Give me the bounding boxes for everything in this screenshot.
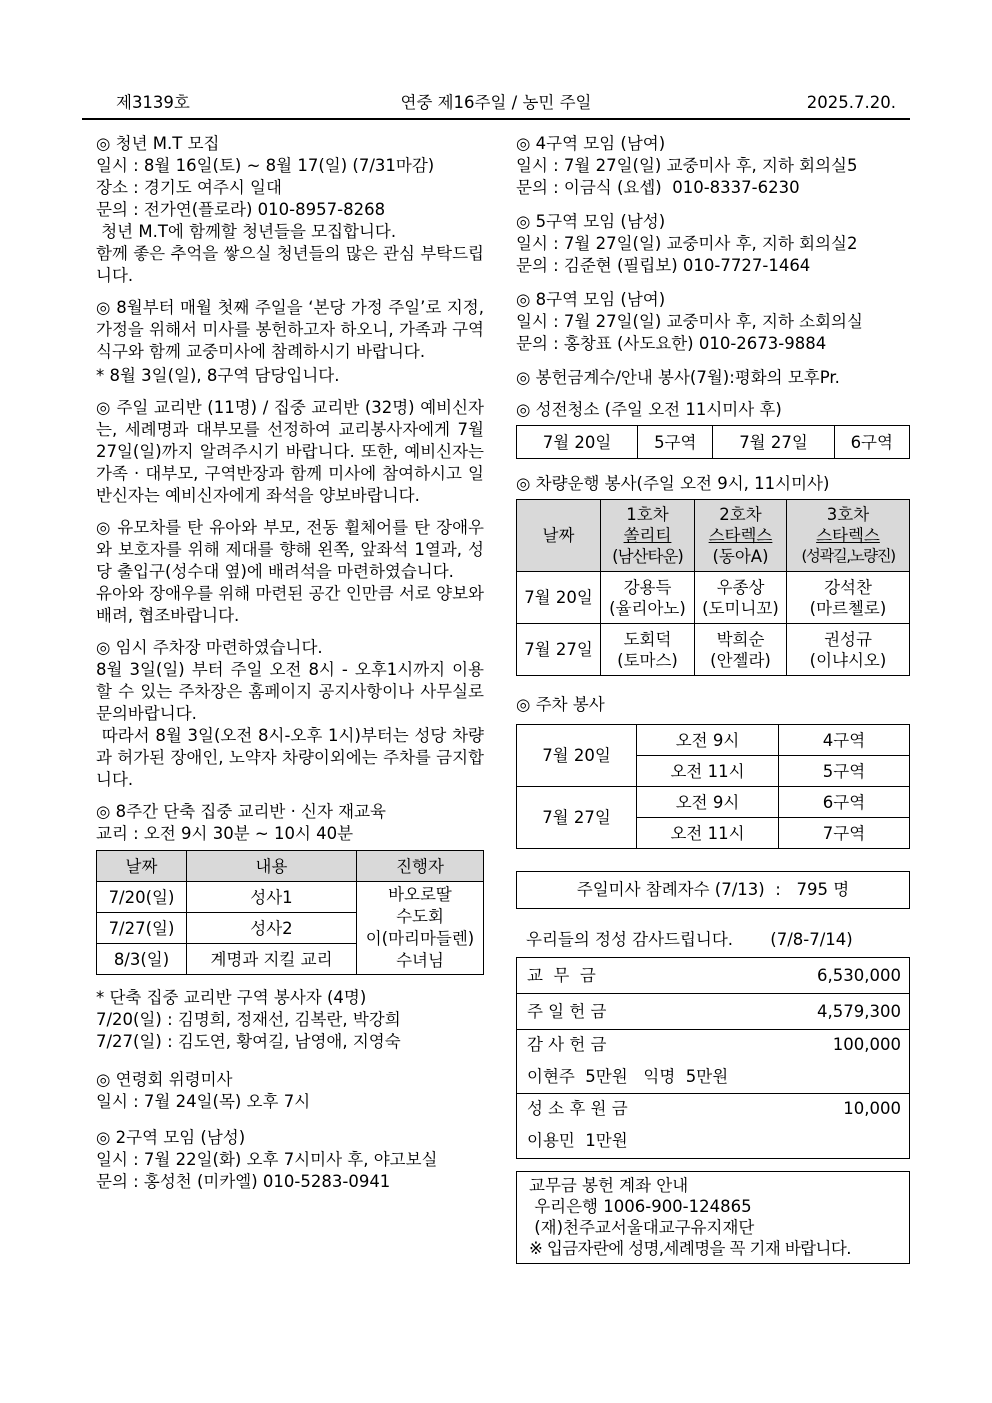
notice-line: 일시 : 7월 22일(화) 오후 7시미사 후, 야고보실: [96, 1150, 438, 1169]
driver-name: 강석찬: [824, 577, 872, 597]
intensive-catechism: [96, 801, 484, 975]
notice-line: 일시 : 8월 16일(토) ~ 8월 17(일) (7/31마감): [96, 156, 435, 175]
section-title: ◎ 연령회 위령미사: [96, 1070, 233, 1089]
section-title: ◎ 임시 주차장 마련하였습니다.: [96, 638, 323, 657]
driver-baptismal-name: (마르첼로): [809, 598, 887, 618]
table-cell: 6구역: [834, 426, 909, 459]
notice-line: 교리 : 오전 9시 30분 ~ 10시 40분: [96, 824, 354, 843]
driver-baptismal-name: (도미니꼬): [702, 598, 779, 618]
table-header: 내용: [187, 851, 357, 882]
table-cell: 8/3(일): [97, 944, 187, 975]
table-header: 날짜: [517, 500, 601, 572]
notice-text: ◎ 주일 교리반 (11명) / 집중 교리반 (32명) 예비신자는, 세례명과 대부모를 선정하여 교리봉사자에게 7월 27일(일)까지 알려주시기 바랍니다. 또한, 예비신자는 가족 · 대부모, 구역반장과 함께 미사에 참여하시고 일반신자는 예비신자에게 좌석을 양보바랍니다.: [96, 398, 484, 505]
header-line: (성곽길,노량진): [801, 547, 895, 565]
car-service-section: [516, 473, 910, 676]
offering-detail: 이현주 5만원 익명 5만원: [527, 1067, 729, 1086]
section-title: ◎ 5구역 모임 (남성): [516, 212, 666, 231]
table-row: [517, 572, 910, 624]
account-title: 교무금 봉헌 계좌 안내: [529, 1176, 689, 1195]
table-header: [601, 500, 695, 572]
table-cell: 7월 20일: [517, 426, 638, 459]
leader-cell: [357, 882, 484, 975]
table-cell: [601, 624, 695, 676]
offering-amount: 10,000: [843, 1099, 901, 1118]
left-column: [96, 133, 484, 1203]
table-cell: [787, 572, 910, 624]
notice-line: 문의 : 김준현 (필립보) 010-7727-1464: [516, 256, 811, 275]
parking-service-section: [516, 694, 910, 849]
district8-notice: [516, 289, 910, 355]
offering-detail: 이용민 1만원: [527, 1131, 628, 1150]
table-cell: 5구역: [638, 426, 713, 459]
driver-baptismal-name: (토마스): [617, 650, 678, 670]
leader-line: 수도회: [396, 907, 444, 926]
car-service-table: [516, 499, 910, 676]
district4-notice: [516, 133, 910, 199]
catechism-notice: [96, 397, 484, 507]
table-row: [97, 882, 484, 913]
youth-mt-notice: [96, 133, 484, 287]
driver-baptismal-name: (율리아노): [609, 598, 686, 618]
offering-label: 주 일 헌 금: [527, 1001, 607, 1021]
notice-line: 문의 : 홍창표 (사도요한) 010-2673-9884: [516, 334, 827, 353]
table-cell: 7월 20일: [517, 572, 601, 624]
issue-number: 제3139호: [116, 93, 190, 112]
section-title: ◎ 청년 M.T 모집: [96, 134, 220, 153]
section-title: * 단축 집중 교리반 구역 봉사자 (4명): [96, 988, 367, 1007]
table-cell: 오전 11시: [637, 818, 779, 849]
header-line: 스타렉스: [816, 526, 880, 545]
account-info-box: [516, 1171, 910, 1264]
account-note: ※ 입금자란에 성명,세례명을 꼭 기재 바랍니다.: [529, 1239, 851, 1258]
page-title: 연중 제16주일 / 농민 주일: [400, 93, 592, 112]
header-line: 3호차: [826, 505, 870, 524]
driver-name: 도회덕: [623, 629, 672, 649]
notice-text: 유아와 장애우를 위해 마련된 공간 인만큼 서로 양보와 배려, 협조바랍니다.: [96, 584, 484, 625]
section-title: ◎ 성전청소 (주일 오전 11시미사 후): [516, 400, 782, 419]
notice-line: 청년 M.T에 함께할 청년들을 모집합니다.: [96, 222, 397, 241]
offering-row: [517, 1094, 909, 1158]
notice-text: 8월 3일(일) 부터 주일 오전 8시 - 오후1시까지 이용할 수 있는 주차장은 홈페이지 공지사항이나 사무실로 문의바랍니다.: [96, 660, 484, 723]
notice-text: ◎ 8월부터 매월 첫째 주일을 ‘본당 가정 주일’로 지정, 가정을 위해서 미사를 봉헌하고자 하오니, 가족과 구역 식구와 함께 교중미사에 참례하시기 바랍니다.: [96, 298, 484, 361]
leader-line: 이(마리마들렌): [365, 929, 475, 948]
notice-line: 장소 : 경기도 여주시 일대: [96, 178, 282, 197]
table-cell: 7구역: [779, 818, 910, 849]
header-line: (동아A): [712, 547, 769, 566]
driver-name: 강용득: [623, 577, 672, 597]
table-cell: 7월 20일: [517, 725, 637, 787]
offering-amount: 4,579,300: [817, 1001, 901, 1021]
table-header: 날짜: [97, 851, 187, 882]
thanks-heading: [516, 929, 910, 951]
cleaning-table: [516, 425, 910, 459]
notice-line: 문의 : 홍성천 (미카엘) 010-5283-0941: [96, 1172, 391, 1191]
table-row: [517, 725, 910, 756]
attendance-box: 주일미사 참례자수 (7/13) : 795 명: [516, 871, 910, 909]
table-header: [787, 500, 910, 572]
table-cell: [695, 572, 787, 624]
offering-amount: 100,000: [832, 1035, 901, 1054]
table-header-row: [517, 500, 910, 572]
notice-text: 따라서 8월 3일(오전 8시-오후 1시)부터는 성당 차량과 허가된 장애인, 노약자 차량이외에는 주차를 금지합니다.: [96, 726, 484, 789]
account-bank: 우리은행 1006-900-124865: [529, 1197, 752, 1216]
section-title: ◎ 주차 봉사: [516, 695, 605, 714]
driver-name: 우종상: [716, 577, 765, 597]
table-cell: [787, 624, 910, 676]
table-cell: 7월 27일: [517, 624, 601, 676]
table-cell: [695, 624, 787, 676]
header-line: 스타렉스: [708, 526, 773, 545]
district2-notice: [96, 1127, 484, 1193]
table-cell: 6구역: [779, 787, 910, 818]
offering-service-notice: ◎ 봉헌금계수/안내 봉사(7월):평화의 모후Pr.: [516, 368, 840, 387]
section-title: ◎ 4구역 모임 (남여): [516, 134, 666, 153]
leader-line: 수녀님: [396, 951, 444, 970]
notice-line: 일시 : 7월 27일(일) 교중미사 후, 지하 회의실2: [516, 234, 858, 253]
account-holder: (재)천주교서울대교구유지재단: [529, 1218, 755, 1237]
table-cell: 7/27(일): [97, 913, 187, 944]
notice-line: 일시 : 7월 24일(목) 오후 7시: [96, 1092, 311, 1111]
table-cell: [601, 572, 695, 624]
table-cell: 성사1: [187, 882, 357, 913]
memorial-mass-notice: [96, 1069, 484, 1113]
section-title: ◎ 8구역 모임 (남여): [516, 290, 666, 309]
stroller-notice: [96, 517, 484, 627]
parking-service-table: [516, 724, 910, 849]
table-row: [517, 624, 910, 676]
table-row: [517, 426, 910, 459]
section-title: ◎ 2구역 모임 (남성): [96, 1128, 246, 1147]
table-header: 진행자: [357, 851, 484, 882]
offering-row: [517, 958, 909, 994]
notice-text: ◎ 유모차를 탄 유아와 부모, 전동 휠체어를 탄 장애우와 보호자를 위해 제대를 향해 왼쪽, 앞좌석 1열과, 성당 출입구(성수대 옆)에 배려석을 마련하였습니다.: [96, 518, 484, 581]
header-line: 1호차: [626, 505, 669, 524]
issue-date: 2025.7.20.: [806, 93, 896, 112]
section-title: ◎ 차량운행 봉사(주일 오전 9시, 11시미사): [516, 474, 830, 493]
catechism-table: [96, 850, 484, 975]
table-cell: 성사2: [187, 913, 357, 944]
family-sunday-notice: [96, 297, 484, 387]
table-header: [695, 500, 787, 572]
driver-name: 권성규: [824, 629, 872, 649]
offering-label: 교 무 금: [527, 965, 596, 985]
offering-label: 감 사 헌 금: [527, 1035, 607, 1054]
offering-table: [516, 957, 910, 1159]
notice-line: 일시 : 7월 27일(일) 교중미사 후, 지하 소회의실: [516, 312, 863, 331]
page-header: [82, 92, 910, 120]
offering-row: [517, 1030, 909, 1094]
notice-line: 일시 : 7월 27일(일) 교중미사 후, 지하 회의실5: [516, 156, 858, 175]
table-cell: 7월 27일: [713, 426, 834, 459]
header-line: (남산타운): [612, 547, 683, 566]
notice-note: * 8월 3일(일), 8구역 담당입니다.: [96, 366, 340, 385]
driver-baptismal-name: (안젤라): [710, 650, 771, 670]
thanks-period: (7/8-7/14): [770, 930, 853, 949]
offering-amount: 6,530,000: [817, 965, 901, 985]
table-cell: 5구역: [779, 756, 910, 787]
notice-line: 7/20(일) : 김명희, 정재선, 김복란, 박강희: [96, 1010, 401, 1029]
table-cell: 4구역: [779, 725, 910, 756]
thanks-title: 우리들의 정성 감사드립니다.: [526, 930, 734, 949]
offering-label: 성 소 후 원 금: [527, 1099, 628, 1118]
offering-row: [517, 994, 909, 1030]
table-cell: 계명과 지킬 교리: [187, 944, 357, 975]
district5-notice: [516, 211, 910, 277]
driver-name: 박희순: [716, 629, 765, 649]
leader-line: 바오로딸: [388, 885, 452, 904]
table-row: [517, 787, 910, 818]
cleaning-section: [516, 399, 910, 459]
table-cell: 오전 11시: [637, 756, 779, 787]
driver-baptismal-name: (이냐시오): [809, 650, 887, 670]
table-cell: 오전 9시: [637, 725, 779, 756]
table-cell: 7/20(일): [97, 882, 187, 913]
notice-line: 문의 : 이금식 (요셉) 010-8337-6230: [516, 178, 800, 197]
right-column: [516, 133, 910, 1264]
volunteers-notice: [96, 987, 484, 1053]
table-cell: 7월 27일: [517, 787, 637, 849]
notice-line: 7/27(일) : 김도연, 황여길, 남영애, 지영숙: [96, 1032, 401, 1051]
header-line: 2호차: [719, 505, 762, 524]
notice-text: 함께 좋은 추억을 쌓으실 청년들의 많은 관심 부탁드립니다.: [96, 244, 484, 285]
parking-notice: [96, 637, 484, 791]
section-title: ◎ 8주간 단축 집중 교리반 · 신자 재교육: [96, 802, 386, 821]
notice-line: 문의 : 전가연(플로라) 010-8957-8268: [96, 200, 386, 219]
table-cell: 오전 9시: [637, 787, 779, 818]
header-line: 쏠리티: [623, 526, 672, 545]
